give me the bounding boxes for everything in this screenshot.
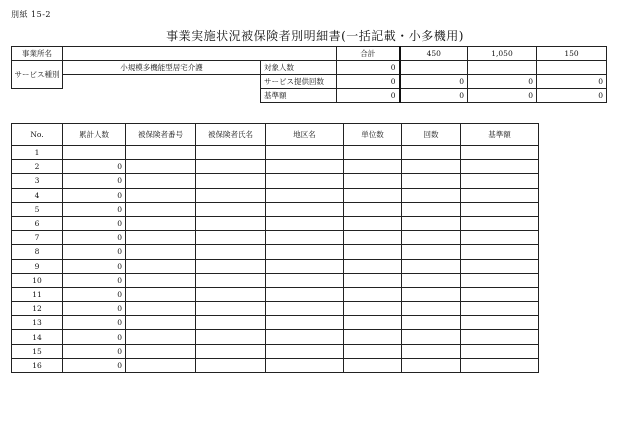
units-cell[interactable] — [344, 273, 402, 287]
col-header-units: 単位数 — [344, 124, 402, 146]
cumulative-count-cell: 0 — [63, 316, 126, 330]
district-cell[interactable] — [266, 202, 344, 216]
base-amount-cell[interactable] — [461, 231, 539, 245]
table-row — [12, 330, 539, 344]
units-cell[interactable] — [344, 146, 402, 160]
col-header-base-amount: 基準額 — [461, 124, 539, 146]
detail-table — [11, 123, 539, 373]
col-header-times: 回数 — [402, 124, 461, 146]
cumulative-count-cell: 0 — [63, 302, 126, 316]
times-cell[interactable] — [402, 202, 461, 216]
base-amount-cell[interactable] — [461, 245, 539, 259]
insured-name-cell[interactable] — [196, 188, 266, 202]
row-number: 16 — [12, 358, 63, 372]
row-number: 4 — [12, 188, 63, 202]
times-cell[interactable] — [402, 160, 461, 174]
district-cell[interactable] — [266, 344, 344, 358]
summary-header-row — [12, 47, 607, 61]
base-amount-cell[interactable] — [461, 188, 539, 202]
base-amount-cell[interactable] — [461, 273, 539, 287]
times-cell[interactable] — [402, 358, 461, 372]
table-row — [12, 231, 539, 245]
insured-name-cell[interactable] — [196, 245, 266, 259]
cumulative-count-cell: 0 — [63, 188, 126, 202]
table-row — [12, 344, 539, 358]
page-title: 事業実施状況被保険者別明細書(一括記載・小多機用) — [166, 29, 464, 43]
cumulative-count-cell: 0 — [63, 202, 126, 216]
insured-name-cell[interactable] — [196, 273, 266, 287]
document-id: 別紙 15-2 — [11, 10, 52, 19]
table-row — [12, 358, 539, 372]
total-base-amount: 0 — [337, 89, 400, 103]
times-cell[interactable] — [402, 245, 461, 259]
insured-name-cell[interactable] — [196, 231, 266, 245]
blank-cell — [12, 89, 63, 103]
col-header-district: 地区名 — [266, 124, 344, 146]
blank-cell — [63, 75, 261, 89]
units-cell[interactable] — [344, 231, 402, 245]
service-type-label: サービス種別 — [12, 61, 63, 89]
row-number: 7 — [12, 231, 63, 245]
cell — [468, 61, 537, 75]
insured-name-cell[interactable] — [196, 202, 266, 216]
insured-number-cell[interactable] — [126, 231, 196, 245]
times-cell[interactable] — [402, 188, 461, 202]
units-cell[interactable] — [344, 259, 402, 273]
table-row — [12, 287, 539, 301]
units-cell[interactable] — [344, 287, 402, 301]
total-service-count: 0 — [337, 75, 400, 89]
row-number: 15 — [12, 344, 63, 358]
insured-number-cell[interactable] — [126, 216, 196, 230]
units-cell[interactable] — [344, 358, 402, 372]
units-cell[interactable] — [344, 316, 402, 330]
cell — [537, 61, 607, 75]
total-label: 合計 — [337, 47, 400, 61]
base-amount-cell[interactable] — [461, 344, 539, 358]
district-cell[interactable] — [266, 160, 344, 174]
insured-name-cell[interactable] — [196, 160, 266, 174]
units-cell[interactable] — [344, 174, 402, 188]
cell: 0 — [537, 89, 607, 103]
insured-name-cell[interactable] — [196, 259, 266, 273]
row-number: 3 — [12, 174, 63, 188]
unit-header-2: 1,050 — [468, 47, 537, 61]
table-row — [12, 160, 539, 174]
table-row — [12, 245, 539, 259]
office-name-field[interactable] — [63, 47, 337, 61]
district-cell[interactable] — [266, 273, 344, 287]
row-label-target-count: 対象人数 — [261, 61, 337, 75]
district-cell[interactable] — [266, 188, 344, 202]
insured-number-cell[interactable] — [126, 330, 196, 344]
insured-number-cell[interactable] — [126, 358, 196, 372]
col-header-insured-number: 被保険者番号 — [126, 124, 196, 146]
unit-header-3: 150 — [537, 47, 607, 61]
insured-number-cell[interactable] — [126, 146, 196, 160]
insured-number-cell[interactable] — [126, 245, 196, 259]
base-amount-cell[interactable] — [461, 202, 539, 216]
times-cell[interactable] — [402, 287, 461, 301]
row-number: 14 — [12, 330, 63, 344]
insured-number-cell[interactable] — [126, 188, 196, 202]
base-amount-cell[interactable] — [461, 259, 539, 273]
table-row — [12, 216, 539, 230]
cumulative-count-cell: 0 — [63, 231, 126, 245]
district-cell[interactable] — [266, 287, 344, 301]
insured-name-cell[interactable] — [196, 216, 266, 230]
insured-number-cell[interactable] — [126, 316, 196, 330]
base-amount-cell[interactable] — [461, 330, 539, 344]
units-cell[interactable] — [344, 302, 402, 316]
base-amount-cell[interactable] — [461, 160, 539, 174]
col-header-no: No. — [12, 124, 63, 146]
summary-row-target-count — [12, 61, 607, 75]
insured-name-cell[interactable] — [196, 344, 266, 358]
unit-header-1: 450 — [400, 47, 468, 61]
col-header-insured-name: 被保険者氏名 — [196, 124, 266, 146]
cumulative-count-cell — [63, 146, 126, 160]
cumulative-count-cell: 0 — [63, 174, 126, 188]
district-cell[interactable] — [266, 245, 344, 259]
cumulative-count-cell: 0 — [63, 330, 126, 344]
row-number: 1 — [12, 146, 63, 160]
table-row — [12, 188, 539, 202]
cumulative-count-cell: 0 — [63, 344, 126, 358]
district-cell[interactable] — [266, 316, 344, 330]
cell: 0 — [537, 75, 607, 89]
cell: 0 — [400, 75, 468, 89]
service-type-value[interactable]: 小規模多機能型居宅介護 — [63, 61, 261, 75]
table-row — [12, 146, 539, 160]
table-row — [12, 302, 539, 316]
row-number: 9 — [12, 259, 63, 273]
summary-table — [11, 46, 607, 103]
district-cell[interactable] — [266, 231, 344, 245]
units-cell[interactable] — [344, 188, 402, 202]
row-number: 5 — [12, 202, 63, 216]
insured-number-cell[interactable] — [126, 174, 196, 188]
table-row — [12, 273, 539, 287]
insured-name-cell[interactable] — [196, 302, 266, 316]
cumulative-count-cell: 0 — [63, 216, 126, 230]
cumulative-count-cell: 0 — [63, 287, 126, 301]
row-number: 8 — [12, 245, 63, 259]
base-amount-cell[interactable] — [461, 146, 539, 160]
times-cell[interactable] — [402, 316, 461, 330]
district-cell[interactable] — [266, 302, 344, 316]
insured-name-cell[interactable] — [196, 316, 266, 330]
table-row — [12, 259, 539, 273]
times-cell[interactable] — [402, 273, 461, 287]
table-row — [12, 174, 539, 188]
times-cell[interactable] — [402, 302, 461, 316]
insured-number-cell[interactable] — [126, 202, 196, 216]
row-number: 6 — [12, 216, 63, 230]
cumulative-count-cell: 0 — [63, 273, 126, 287]
cumulative-count-cell: 0 — [63, 245, 126, 259]
table-row — [12, 316, 539, 330]
base-amount-cell[interactable] — [461, 174, 539, 188]
summary-row-service-count — [12, 75, 607, 89]
insured-number-cell[interactable] — [126, 273, 196, 287]
insured-name-cell[interactable] — [196, 287, 266, 301]
district-cell[interactable] — [266, 174, 344, 188]
summary-row-base-amount — [12, 89, 607, 103]
detail-header-row — [12, 124, 539, 146]
district-cell[interactable] — [266, 146, 344, 160]
units-cell[interactable] — [344, 344, 402, 358]
base-amount-cell[interactable] — [461, 287, 539, 301]
district-cell[interactable] — [266, 259, 344, 273]
cell: 0 — [468, 75, 537, 89]
times-cell[interactable] — [402, 146, 461, 160]
units-cell[interactable] — [344, 160, 402, 174]
times-cell[interactable] — [402, 174, 461, 188]
times-cell[interactable] — [402, 330, 461, 344]
cumulative-count-cell: 0 — [63, 358, 126, 372]
cell — [400, 61, 468, 75]
insured-name-cell[interactable] — [196, 358, 266, 372]
insured-number-cell[interactable] — [126, 160, 196, 174]
insured-name-cell[interactable] — [196, 146, 266, 160]
insured-name-cell[interactable] — [196, 174, 266, 188]
district-cell[interactable] — [266, 216, 344, 230]
insured-number-cell[interactable] — [126, 259, 196, 273]
units-cell[interactable] — [344, 216, 402, 230]
insured-name-cell[interactable] — [196, 330, 266, 344]
cumulative-count-cell: 0 — [63, 160, 126, 174]
table-row — [12, 202, 539, 216]
units-cell[interactable] — [344, 245, 402, 259]
office-label: 事業所名 — [12, 47, 63, 61]
row-number: 10 — [12, 273, 63, 287]
total-target-count: 0 — [337, 61, 400, 75]
times-cell[interactable] — [402, 344, 461, 358]
times-cell[interactable] — [402, 231, 461, 245]
row-label-service-count: サービス提供回数 — [261, 75, 337, 89]
row-number: 2 — [12, 160, 63, 174]
row-number: 13 — [12, 316, 63, 330]
row-label-base-amount: 基準額 — [261, 89, 337, 103]
insured-number-cell[interactable] — [126, 287, 196, 301]
times-cell[interactable] — [402, 216, 461, 230]
units-cell[interactable] — [344, 202, 402, 216]
blank-cell — [63, 89, 261, 103]
insured-number-cell[interactable] — [126, 344, 196, 358]
row-number: 11 — [12, 287, 63, 301]
base-amount-cell[interactable] — [461, 358, 539, 372]
base-amount-cell[interactable] — [461, 302, 539, 316]
cell: 0 — [400, 89, 468, 103]
units-cell[interactable] — [344, 330, 402, 344]
base-amount-cell[interactable] — [461, 216, 539, 230]
cell: 0 — [468, 89, 537, 103]
district-cell[interactable] — [266, 330, 344, 344]
base-amount-cell[interactable] — [461, 316, 539, 330]
insured-number-cell[interactable] — [126, 302, 196, 316]
row-number: 12 — [12, 302, 63, 316]
col-header-cumulative-count: 累計人数 — [63, 124, 126, 146]
times-cell[interactable] — [402, 259, 461, 273]
cumulative-count-cell: 0 — [63, 259, 126, 273]
district-cell[interactable] — [266, 358, 344, 372]
